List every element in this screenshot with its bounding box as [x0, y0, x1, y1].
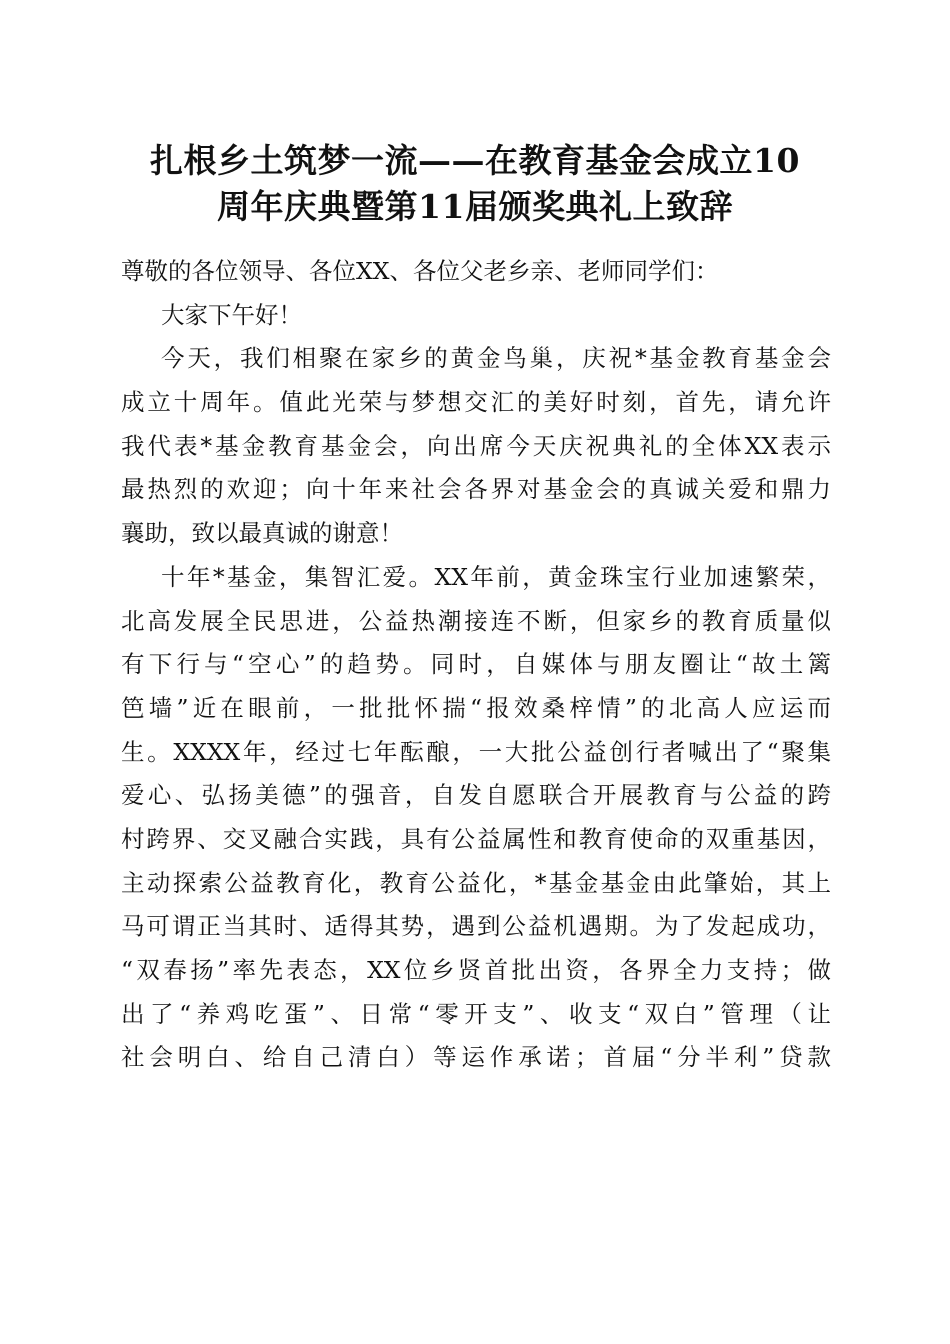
paragraph-line: 十年*基金，集智汇爱。XX年前，黄金珠宝行业加速繁荣， [161, 562, 831, 591]
paragraph-line: 出了“养鸡吃蛋”、日常“零开支”、收支“双白”管理（让 [121, 999, 831, 1028]
paragraph-line: 今天，我们相聚在家乡的黄金鸟巢，庆祝*基金教育基金会 [161, 344, 831, 373]
document-title [110, 138, 840, 230]
paragraph-line: 襄助，致以最真诚的谢意！ [121, 519, 403, 548]
paragraph-line: 最热烈的欢迎；向十年来社会各界对基金会的真诚关爱和鼎力 [121, 475, 831, 504]
title-line-1: 扎根乡土筑梦一流——在教育基金会成立10 [150, 141, 800, 180]
salutation: 尊敬的各位领导、各位XX、各位父老乡亲、老师同学们： [121, 257, 719, 285]
paragraph-line: “双春扬”率先表态，XX位乡贤首批出资，各界全力支持；做 [121, 956, 831, 984]
paragraph-line: 村跨界、交叉融合实践，具有公益属性和教育使命的双重基因， [121, 824, 831, 853]
document-body [121, 250, 831, 1080]
paragraph-line: 马可谓正当其时、适得其势，遇到公益机遇期。为了发起成功， [121, 912, 831, 941]
paragraph-line: 笆墙”近在眼前，一批批怀揣“报效桑梓情”的北高人应运而 [121, 693, 831, 722]
greeting: 大家下午好！ [161, 300, 302, 329]
paragraph-line: 成立十周年。值此光荣与梦想交汇的美好时刻，首先，请允许 [121, 388, 831, 417]
paragraph-line: 社会明白、给自己清白）等运作承诺；首届“分半利”贷款 [121, 1043, 831, 1072]
paragraph-line: 主动探索公益教育化，教育公益化，*基金基金由此肇始，其上 [121, 868, 831, 897]
paragraph-line: 有下行与“空心”的趋势。同时，自媒体与朋友圈让“故土篱 [121, 650, 831, 679]
paragraph-line: 我代表*基金教育基金会，向出席今天庆祝典礼的全体XX表示 [121, 431, 831, 460]
paragraph-line: 北高发展全民思进，公益热潮接连不断，但家乡的教育质量似 [121, 606, 831, 635]
paragraph-line: 生。XXXX年，经过七年酝酿，一大批公益创行者喊出了“聚集 [121, 737, 831, 766]
paragraph-line: 爱心、弘扬美德”的强音，自发自愿联合开展教育与公益的跨 [121, 781, 831, 810]
title-line-2: 周年庆典暨第11届颁奖典礼上致辞 [217, 187, 733, 226]
